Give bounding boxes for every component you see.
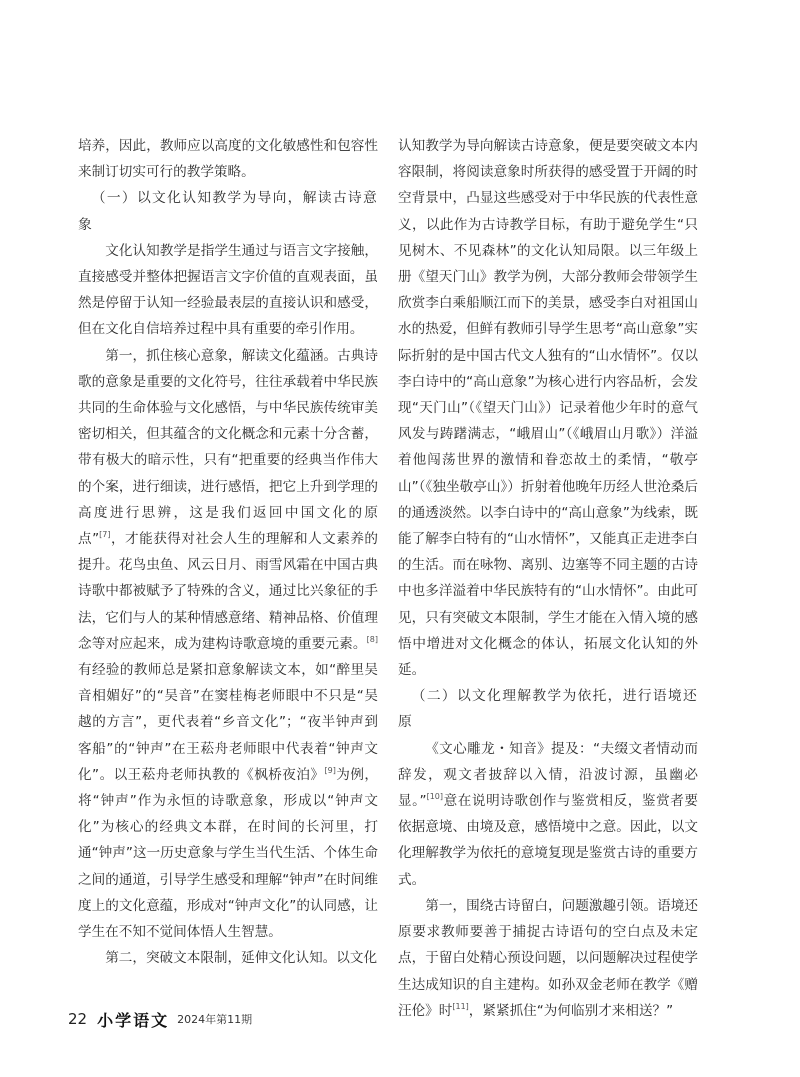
left-column [78, 133, 378, 972]
paragraph: 文化认知教学是指学生通过与语言文字接触，直接感受并整体把握语言文字价值的直观表面，虽然是停留于认知一经验最表层的直接认识和感受，但在文化自信培养过程中具有重要的牵引作用。 [78, 242, 378, 338]
paragraph [78, 343, 378, 946]
citation-ref-7: [7] [99, 530, 111, 540]
issue-label: 2024年第11期 [177, 1013, 253, 1026]
text-run: 为例，将“钟声”作为永恒的诗歌意象，形成以“钟声文化”为核心的经典文本群，在时间的长河里，打通“钟声”这一历史意象与学生当代生活、个体生命之间的通道，引导学生感受和理解“钟声”在时间维度上的文化意蕴，形成对“钟声文化”的认同感，让学生在不知不觉间体悟人生智慧。 [78, 766, 378, 941]
section-heading-2: （二）以文化理解教学为依托，进行语境还原 [398, 688, 698, 731]
text-run: 第一，围绕古诗留白，问题激趣引领。语境还原要求教师要善于捕捉古诗语句的空白点及未定点，于留白处精心预设问题，以问题解决过程使学生达成知识的自主建构。如孙双金老师在教学《赠汪伦》时 [398, 897, 698, 1019]
text-run: 意在说明诗歌创作与鉴赏相反，鉴赏者要依据意境、由境及意，感悟境中之意。因此，以文化理解教学为依托的意境复现是鉴赏古诗的重要方式。 [398, 793, 698, 888]
page-number: 22 [68, 1010, 88, 1028]
text-run: 《文心雕龙・知音》提及：“夫缀文者情动而辞发，观文者披辞以入情，沿波讨源，虽幽必显。” [398, 740, 698, 810]
citation-ref-10: [10] [426, 792, 443, 802]
text-run: 有经验的教师总是紧扣意象解读文本，如“醉里吴音相媚好”的“吴音”在窦桂梅老师眼中不只是“吴越的方言”，更代表着“乡音文化”；“夜半钟声到客船”的“钟声”在王菘舟老师眼中代表着“钟声文化”。以王菘舟老师执教的《枫桥夜泊》 [78, 662, 378, 783]
citation-ref-11: [11] [452, 1001, 469, 1011]
journal-logo: 小学语文 [97, 1010, 170, 1030]
citation-ref-8: [8] [366, 634, 378, 644]
paragraph: 认知教学为导向解读古诗意象，便是要突破文本内容限制，将阅读意象时所获得的感受置于开阔的时空背景中，凸显这些感受对于中华民族的代表性意义，以此作为古诗教学目标，有助于避免学生“只见树木、不见森林”的文化认知局限。以三年级上册《望天门山》教学为例，大部分教师会带领学生欣赏李白乘船顺江而下的美景，感受李白对祖国山水的热爱，但鲜有教师引导学生思考“高山意象”实际折射的是中国古代文人独有的“山水情怀”。仅以李白诗中的“高山意象”为核心进行内容品析，会发现“天门山”（《望天门山》）记录着他少年时的意气风发与踌躇满志，“峨眉山”（《峨眉山月歌》）洋溢着他闯荡世界的激情和眷恋故土的柔情，“敬亭山”（《独坐敬亭山》）折射着他晚年历经人世沧桑后的通透淡然。以李白诗中的“高山意象”为线索，既能了解李白特有的“山水情怀”，又能真正走进李白的生活。而在咏物、离别、边塞等不同主题的古诗中也多洋溢着中华民族特有的“山水情怀”。由此可见，只有突破文本限制，学生才能在入情入境的感悟中增进对文化概念的体认，拓展文化认知的外延。 [398, 138, 698, 679]
paragraph [398, 736, 698, 893]
page-footer [68, 1008, 252, 1030]
paragraph: 培养，因此，教师应以高度的文化敏感性和包容性来制订切实可行的教学策略。 [78, 138, 378, 181]
text-run: ，紧紧抓住“为何临别才来相送？” [468, 1002, 674, 1019]
section-heading-1: （一）以文化认知教学为导向，解读古诗意象 [78, 190, 378, 233]
paragraph [398, 893, 698, 1024]
right-column [398, 133, 698, 1024]
paragraph: 第二，突破文本限制，延伸文化认知。以文化 [105, 950, 378, 967]
text-run: 第一，抓住核心意象，解读文化蕴涵。古典诗歌的意象是重要的文化符号，往往承载着中华民族共同的生命体验与文化感悟，与中华民族传统审美密切相关，但其蕴含的文化概念和元素十分含蓄，带有极大的暗示性，只有“把重要的经典当作伟大的个案，进行细读，进行感悟，把它上升到学理的高度进行思辨，这是我们返回中国文化的原点” [78, 347, 378, 548]
citation-ref-9: [9] [324, 765, 336, 775]
text-run: ，才能获得对社会人生的理解和人文素养的提升。花鸟虫鱼、风云日月、雨雪风霜在中国古典诗歌中都被赋予了特殊的含义，通过比兴象征的手法，它们与人的某种情感意绪、精神品格、价值理念等对应起来，成为建构诗歌意境的重要元素。 [78, 531, 378, 652]
